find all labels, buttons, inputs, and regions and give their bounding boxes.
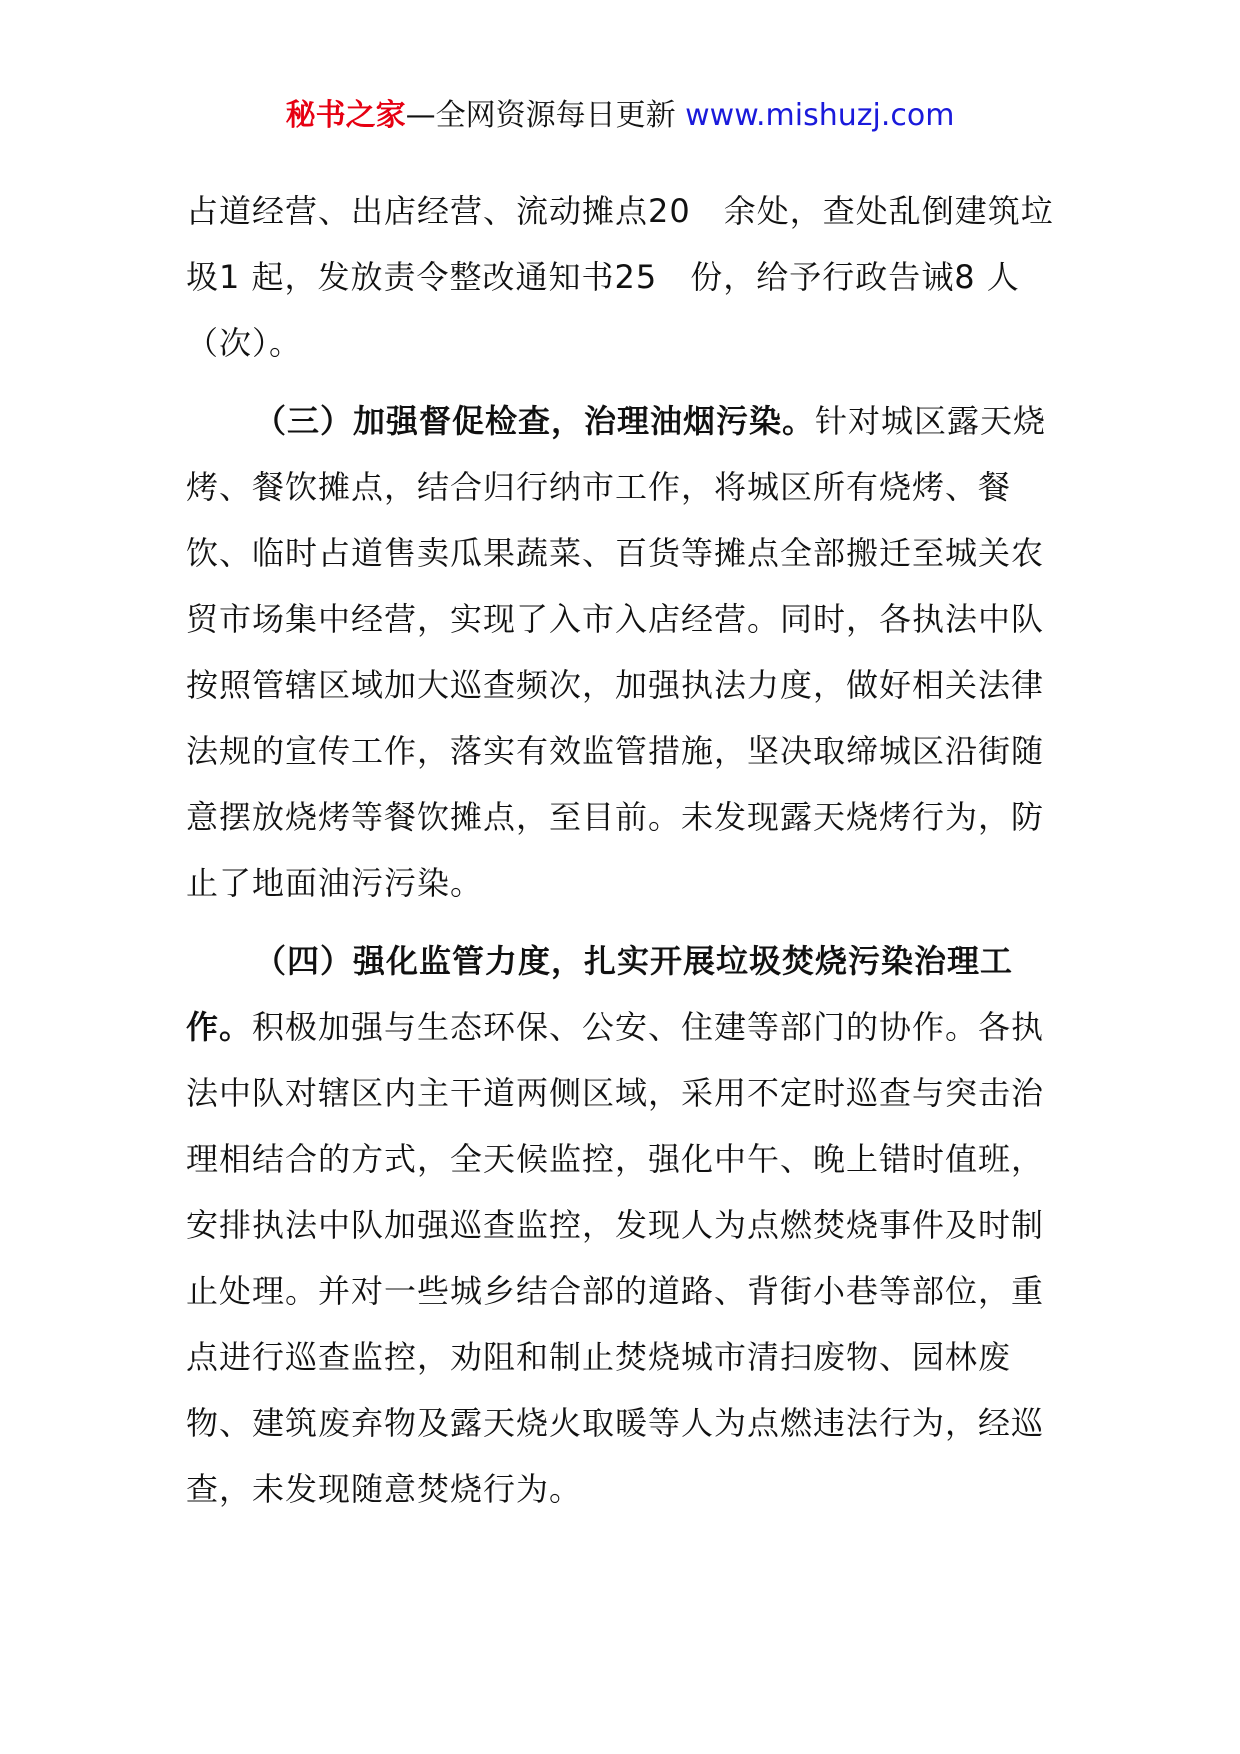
site-tagline: —全网资源每日更新 [405,98,676,133]
section-4-heading: （四）强化监管力度，扎实开展垃圾焚烧污染治理工作。 [186,942,1014,1046]
site-brand: 秘书之家 [285,98,406,133]
section-3-heading: （三）加强督促检查，治理油烟污染。 [254,402,816,440]
paragraph-section-3 [186,388,1058,916]
site-header [0,96,1240,136]
paragraph-continuation [186,178,1058,376]
section-3-text: 针对城区露天烧烤、餐饮摊点，结合归行纳市工作，将城区所有烧烤、餐饮、临时占道售卖瓜果蔬菜、百货等摊点全部搬迁至城关农贸市场集中经营，实现了入市入店经营。同时，各执法中队按照管辖区域加大巡查频次，加强执法力度，做好相关法律法规的宣传工作，落实有效监管措施，坚决取缔城区沿街随意摆放烧烤等餐饮摊点，至目前。未发现露天烧烤行为，防止了地面油污污染。 [186,402,1047,902]
document-body [186,178,1058,1522]
site-url-link[interactable]: www.mishuzj.com [685,98,955,133]
paragraph-section-4 [186,928,1058,1522]
section-4-text: 积极加强与生态环保、公安、住建等部门的协作。各执法中队对辖区内主干道两侧区域，采用不定时巡查与突击治理相结合的方式，全天候监控，强化中午、晚上错时值班，安排执法中队加强巡查监控，发现人为点燃焚烧事件及时制止处理。并对一些城乡结合部的道路、背街小巷等部位，重点进行巡查监控，劝阻和制止焚烧城市清扫废物、园林废物、建筑废弃物及露天烧火取暖等人为点燃违法行为，经巡查，未发现随意焚烧行为。 [186,1008,1045,1508]
paragraph-text: 占道经营、出店经营、流动摊点20 余处，查处乱倒建筑垃圾1 起，发放责令整改通知书25 份，给予行政告诫8 人（次）。 [186,192,1054,362]
